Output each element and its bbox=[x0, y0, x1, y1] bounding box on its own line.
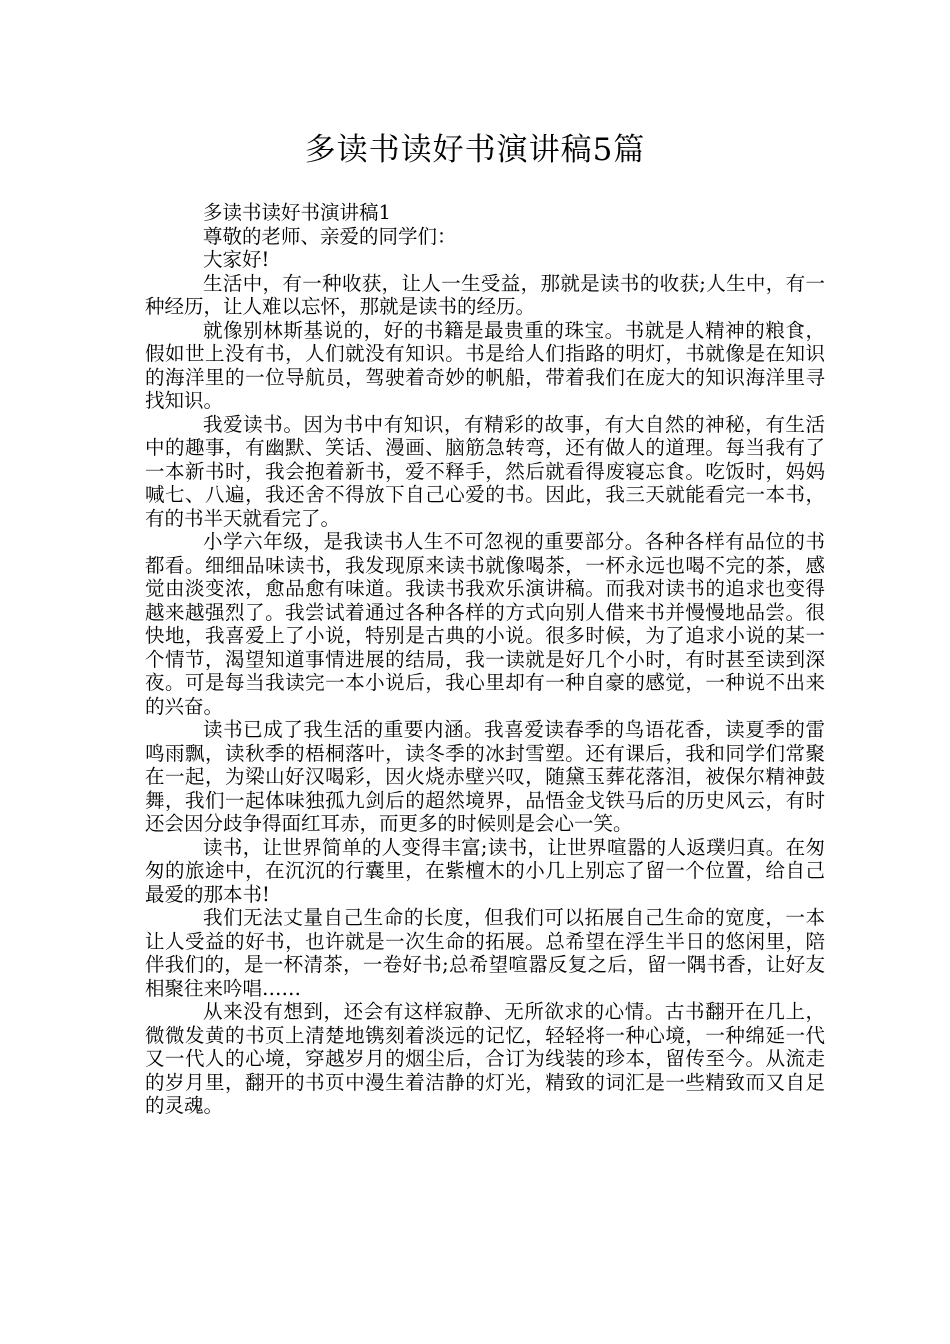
speech-heading: 多读书读好书演讲稿1 bbox=[203, 201, 391, 224]
paragraph: 读书，让世界简单的人变得丰富;读书，让世界喧嚣的人返璞归真。在匆匆的旅途中，在沉沉的行囊里，在紫檀木的小几上别忘了留一个位置，给自己最爱的那本书! bbox=[145, 835, 825, 906]
paragraph: 读书已成了我生活的重要内涵。我喜爱读春季的鸟语花香，读夏季的雷鸣雨飘，读秋季的梧桐落叶，读冬季的冰封雪塑。还有课后，我和同学们常聚在一起，为梁山好汉喝彩，因火烧赤壁兴叹，随黛玉葬花落泪，被保尔精神鼓舞，我们一起体味独孤九剑后的超然境界，品悟金戈铁马后的历史风云，有时还会因分歧争得面红耳赤，而更多的时候则是会心一笑。 bbox=[145, 718, 825, 835]
paragraph: 生活中，有一种收获，让人一生受益，那就是读书的收获;人生中，有一种经历，让人难以忘怀，那就是读书的经历。 bbox=[145, 271, 825, 318]
salutation: 尊敬的老师、亲爱的同学们： bbox=[203, 224, 457, 248]
paragraph: 小学六年级，是我读书人生不可忽视的重要部分。各种各样有品位的书都看。细细品味读书，我发现原来读书就像喝茶，一杯永远也喝不完的茶，感觉由淡变浓，愈品愈有味道。我读书我欢乐演讲稿。而我对读书的追求也变得越来越强烈了。我尝试着通过各种各样的方式向别人借来书并慢慢地品尝。很快地，我喜爱上了小说，特别是古典的小说。很多时候，为了追求小说的某一个情节，渴望知道事情进展的结局，我一读就是好几个小时，有时甚至读到深夜。可是每当我读完一本小说后，我心里却有一种自豪的感觉，一种说不出来的兴奋。 bbox=[145, 530, 825, 718]
paragraph: 我们无法丈量自己生命的长度，但我们可以拓展自己生命的宽度，一本让人受益的好书，也许就是一次生命的拓展。总希望在浮生半日的悠闲里，陪伴我们的，是一杯清茶，一卷好书;总希望喧嚣反复之后，留一隅书香，让好友相聚往来吟唱…… bbox=[145, 906, 825, 1000]
document-body bbox=[145, 201, 825, 1118]
paragraph: 我爱读书。因为书中有知识，有精彩的故事，有大自然的神秘，有生活中的趣事，有幽默、笑话、漫画、脑筋急转弯，还有做人的道理。每当我有了一本新书时，我会抱着新书，爱不释手，然后就看得废寝忘食。吃饭时，妈妈喊七、八遍，我还舍不得放下自己心爱的书。因此，我三天就能看完一本书，有的书半天就看完了。 bbox=[145, 412, 825, 530]
greeting: 大家好! bbox=[203, 248, 270, 271]
paragraph: 就像别林斯基说的，好的书籍是最贵重的珠宝。书就是人精神的粮食，假如世上没有书，人们就没有知识。书是给人们指路的明灯，书就像是在知识的海洋里的一位导航员，驾驶着奇妙的帆船，带着我们在庞大的知识海洋里寻找知识。 bbox=[145, 318, 825, 412]
paragraph: 从来没有想到，还会有这样寂静、无所欲求的心情。古书翻开在几上，微微发黄的书页上清楚地镌刻着淡远的记忆，轻轻将一种心境，一种绵延一代又一代人的心境，穿越岁月的烟尘后，合订为线装的珍本，留传至今。从流走的岁月里，翻开的书页中漫生着洁静的灯光，精致的词汇是一些精致而又自足的灵魂。 bbox=[145, 1000, 825, 1117]
document-title: 多读书读好书演讲稿5篇 bbox=[304, 132, 646, 168]
